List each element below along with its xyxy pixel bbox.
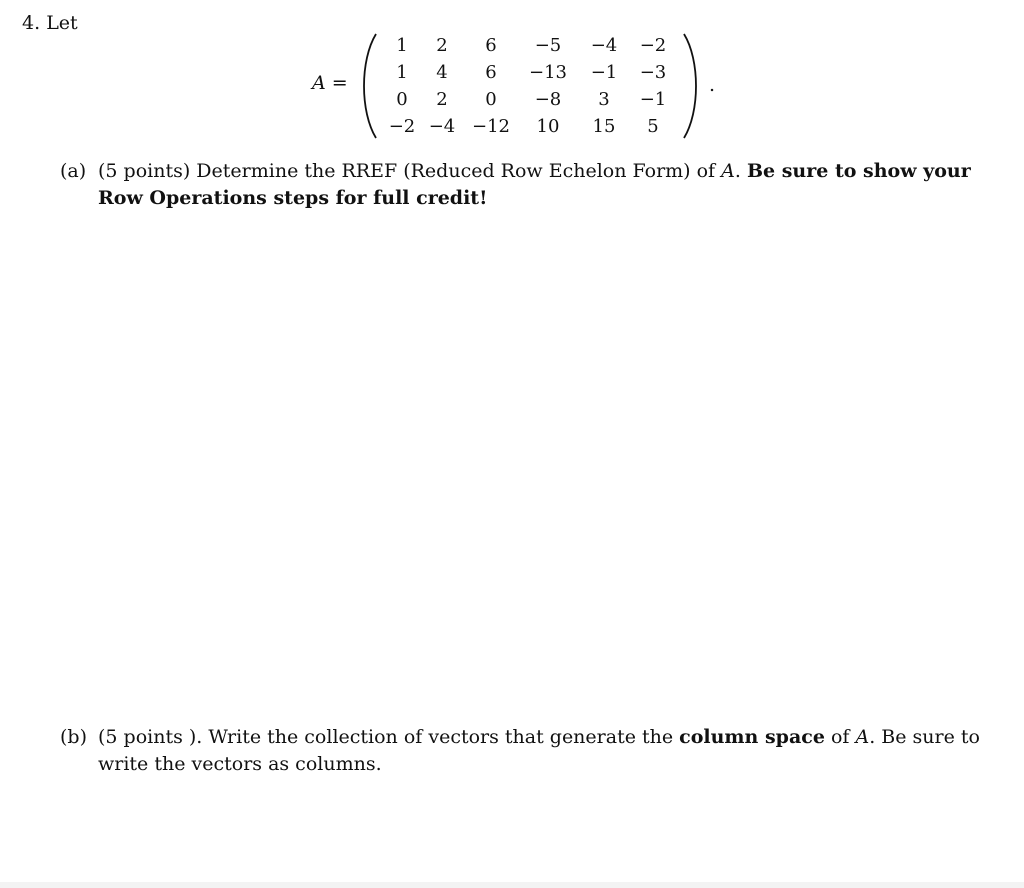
matrix-cell: −2 xyxy=(388,116,416,137)
matrix-cell: −12 xyxy=(472,116,510,137)
matrix-cell: −3 xyxy=(639,62,667,83)
matrix-name: A xyxy=(312,72,326,94)
matrix-cell: −1 xyxy=(639,89,667,110)
part-b-var: A xyxy=(855,726,870,748)
part-b-text-1: (5 points ). Write the collection of vectors that generate the xyxy=(98,726,680,748)
matrix-cell: 1 xyxy=(396,35,408,56)
part-a-text-1: (5 points) Determine the RREF (Reduced Row Echelon Form) of xyxy=(98,160,722,182)
matrix-cell: 0 xyxy=(485,89,497,110)
part-a-var: A xyxy=(721,160,735,182)
matrix-cell: −5 xyxy=(534,35,562,56)
part-a xyxy=(60,158,990,212)
matrix-cell: −4 xyxy=(590,35,618,56)
matrix-cell: 2 xyxy=(436,89,448,110)
part-a-bold-instruction: Be sure to show your Row Operations steps for full credit! xyxy=(98,160,971,209)
problem-intro: Let xyxy=(46,12,78,34)
matrix-cell: −1 xyxy=(590,62,618,83)
part-b-bold-term: column space xyxy=(679,726,825,748)
matrix-cell: 10 xyxy=(536,116,560,137)
matrix-cell: −2 xyxy=(639,35,667,56)
matrix-entries xyxy=(384,32,684,140)
part-b xyxy=(60,724,990,778)
part-b-label: (b) xyxy=(60,726,87,748)
equals-sign: = xyxy=(331,72,348,94)
matrix-cell: 4 xyxy=(436,62,448,83)
matrix-cell: −8 xyxy=(534,89,562,110)
matrix-cell: 6 xyxy=(485,35,497,56)
problem-number: 4. xyxy=(22,12,41,34)
part-a-text-2: . xyxy=(734,160,747,182)
matrix-cell: 3 xyxy=(598,89,610,110)
matrix-cell: 0 xyxy=(396,89,408,110)
matrix-cell: −4 xyxy=(428,116,456,137)
matrix-cell: 6 xyxy=(485,62,497,83)
part-a-label: (a) xyxy=(60,160,87,182)
part-b-text-3: . Be sure to write the vectors as columns. xyxy=(98,726,980,775)
matrix-trailing-period: . xyxy=(709,74,716,96)
matrix-cell: 1 xyxy=(396,62,408,83)
matrix-lhs xyxy=(312,72,348,94)
matrix-cell: 2 xyxy=(436,35,448,56)
part-a-text xyxy=(98,158,990,212)
part-b-text xyxy=(98,724,990,778)
matrix-cell: −13 xyxy=(529,62,567,83)
page-bottom-edge xyxy=(0,882,1024,888)
left-parenthesis xyxy=(358,32,380,140)
matrix-cell: 15 xyxy=(592,116,616,137)
matrix-cell: 5 xyxy=(647,116,659,137)
right-parenthesis xyxy=(680,32,702,140)
problem-heading xyxy=(22,12,78,34)
part-b-text-2: of xyxy=(824,726,856,748)
